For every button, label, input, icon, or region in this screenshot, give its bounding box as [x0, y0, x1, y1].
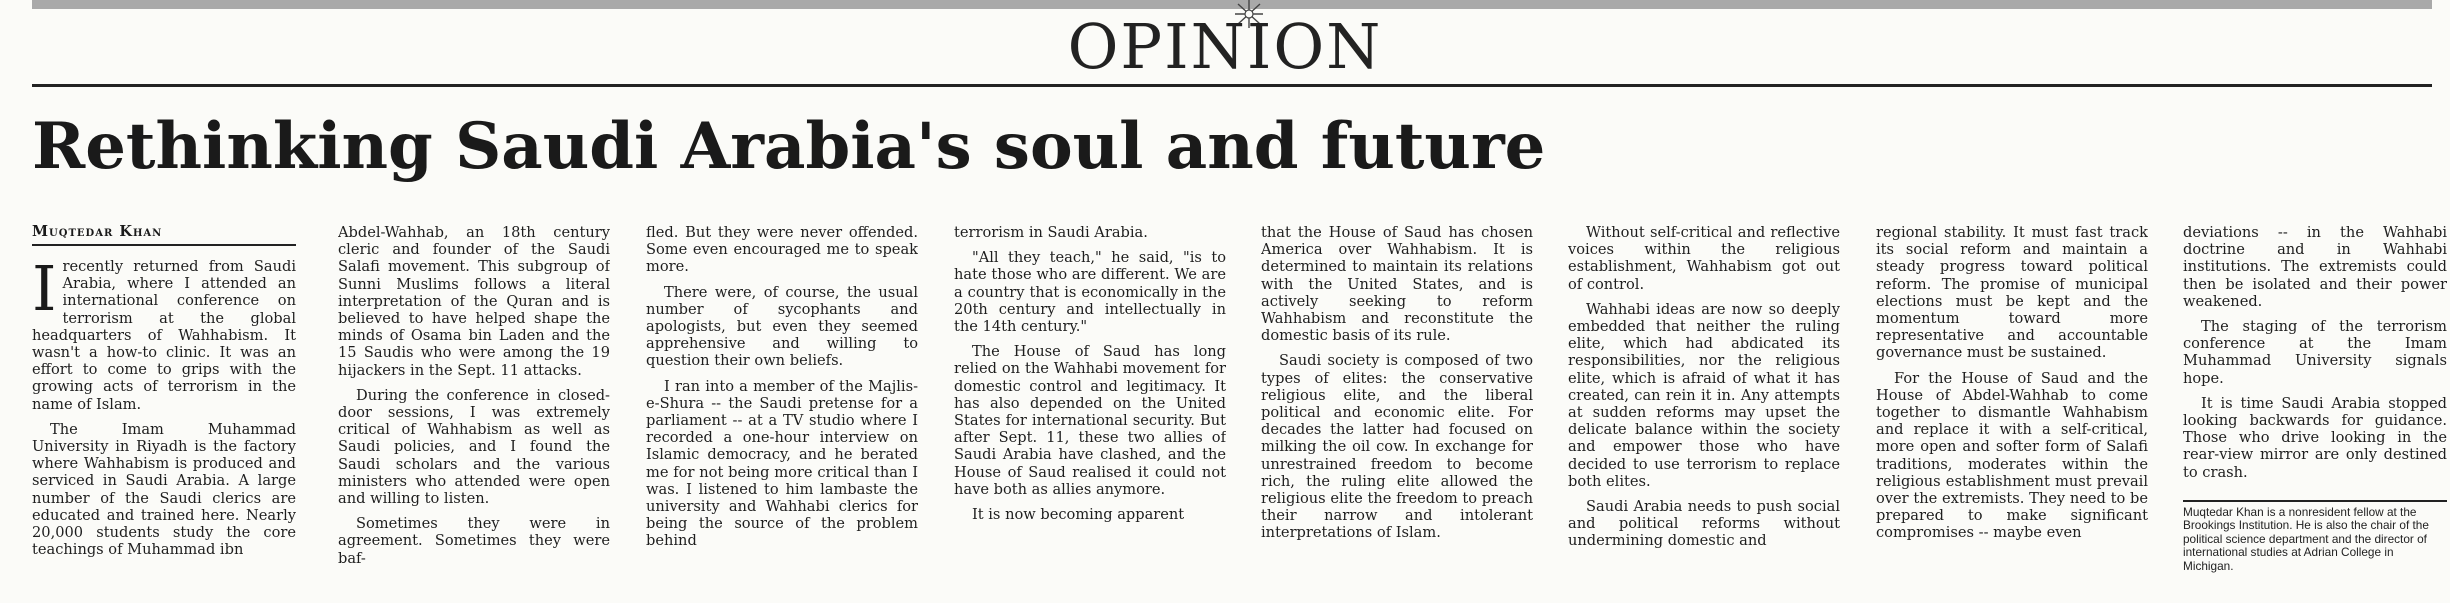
paragraph: For the House of Saud and the House of Abdel-Wahhab to come together to dismantle Wahhabism and replace it with a self-critical, more open and softer form of Salafi traditions, moderates within the religious establishment must prevail over the extremists. They need to be prepared to make significant compromises -- maybe even — [1876, 369, 2148, 542]
paragraph: Sometimes they were in agreement. Sometimes they were baf- — [338, 515, 610, 567]
paragraph: It is now becoming apparent — [972, 506, 1185, 524]
paragraph: Abdel-Wahhab, an 18th century cleric and founder of the Saudi Salafi movement. This subgroup of Sunni Muslims follows a literal interpretation of the Quran and is believed to have helped shape the minds of Osama bin Laden and the 15 Saudis who were among the 19 hijackers in the Sept. 11 attacks. — [338, 224, 610, 379]
paragraph: fled. But they were never offended. Some even encouraged me to speak more. — [646, 224, 918, 276]
paragraph: deviations -- in the Wahhabi doctrine and in Wahhabi institutions. The extremists could then be isolated and their power weakened. — [2183, 224, 2447, 310]
article-column-4 — [954, 224, 1226, 586]
paragraph: The House of Saud has long relied on the Wahhabi movement for domestic control and legitimacy. It has also depended on the United States for international security. But after Sept. 11, these two allies of Saudi Arabia have clashed, and the House of Saud realised it could not have both as allies anymore. — [954, 343, 1226, 498]
article-column-3 — [646, 224, 918, 586]
article-column-2 — [338, 224, 610, 586]
byline: Muqtedar Khan — [32, 223, 296, 246]
paragraph: Wahhabi ideas are now so deeply embedded that neither the ruling elite, which had abdicated its responsibilities, nor the religious elite, which is afraid of what it has created, can rein it in. Any attempts at sudden reforms may upset the delicate balance within the society and empower those who have decided to use terrorism to replace both elites. — [1568, 300, 1840, 490]
article-column-1 — [32, 258, 296, 588]
article-column-8 — [2183, 224, 2447, 484]
paragraph: regional stability. It must fast track its social reform and maintain a steady progress toward political reform. The promise of municipal elections must be kept and the momentum toward more representative and accountable governance must be sustained. — [1876, 224, 2148, 362]
paragraph: "All they teach," he said, "is to hate those who are different. We are a country that is economically in the 20th century and intellectually in the 14th century." — [954, 249, 1226, 336]
paragraph: that the House of Saud has chosen America over Wahhabism. It is determined to maintain its relations with the United States, and is actively seeking to reform Wahhabism and reconstitute the domestic basis of its rule. — [1261, 224, 1533, 345]
author-bio: Muqtedar Khan is a nonresident fellow at the Brookings Institution. He is also the chair of the political science department and the director of international studies at Adrian College in Michigan. — [2183, 505, 2429, 573]
paragraph: The Imam Muhammad University in Riyadh is the factory where Wahhabism is produced and serviced in Saudi Arabia. A large number of the Saudi clerics are educated and trained here. Nearly 20,000 students study the core teachings of Muhammad ibn — [32, 420, 296, 559]
paragraph: terrorism in Saudi Arabia. — [954, 224, 1148, 241]
headline: Rethinking Saudi Arabia's soul and future — [32, 109, 1546, 184]
section-title: OPINION — [1067, 10, 1383, 83]
article-column-7 — [1876, 224, 2148, 586]
paragraph: The staging of the terrorism conference at the Imam Muhammad University signals hope. — [2183, 318, 2447, 387]
paragraph: During the conference in closed-door sessions, I was extremely critical of Wahhabism as well as Saudi policies, and I found the Saudi scholars and the various ministers who attended were open and willing to listen. — [338, 386, 610, 508]
bio-rule — [2183, 500, 2447, 502]
paragraph: There were, of course, the usual number of sycophants and apologists, but even they seemed apprehensive and willing to question their own beliefs. — [646, 283, 918, 370]
paragraph: I ran into a member of the Majlis-e-Shura -- the Saudi pretense for a parliament -- at a TV studio where I recorded a one-hour interview on Islamic democracy, and he berated me for not being more critical than I was. I listened to him lambaste the university and Wahhabi clerics for being the source of the problem behind — [646, 377, 918, 550]
section-rule — [32, 84, 2432, 87]
paragraph: Saudi society is composed of two types of elites: the conservative religious elite, and the liberal political and economic elite. For decades the latter had focused on milking the oil cow. In exchange for unrestrained freedom to become rich, the ruling elite allowed the religious elite the freedom to preach their narrow and intolerant interpretations of Islam. — [1261, 352, 1533, 542]
paragraph: It is time Saudi Arabia stopped looking backwards for guidance. Those who drive looking in the rear-view mirror are only destined to crash. — [2183, 394, 2447, 481]
article-column-6 — [1568, 224, 1840, 586]
paragraph: Irecently returned from Saudi Arabia, where I attended an international conference on terrorism at the global headquarters of Wahhabism. It wasn't a how-to clinic. It was an effort to come to grips with the growing acts of terrorism in the name of Islam. — [32, 258, 296, 413]
paragraph: Saudi Arabia needs to push social and political reforms without undermining domestic and — [1568, 498, 1840, 550]
article-column-5 — [1261, 224, 1533, 586]
drop-cap: I — [32, 258, 57, 325]
paragraph: Without self-critical and reflective voices within the religious establishment, Wahhabism got out of control. — [1568, 224, 1840, 293]
